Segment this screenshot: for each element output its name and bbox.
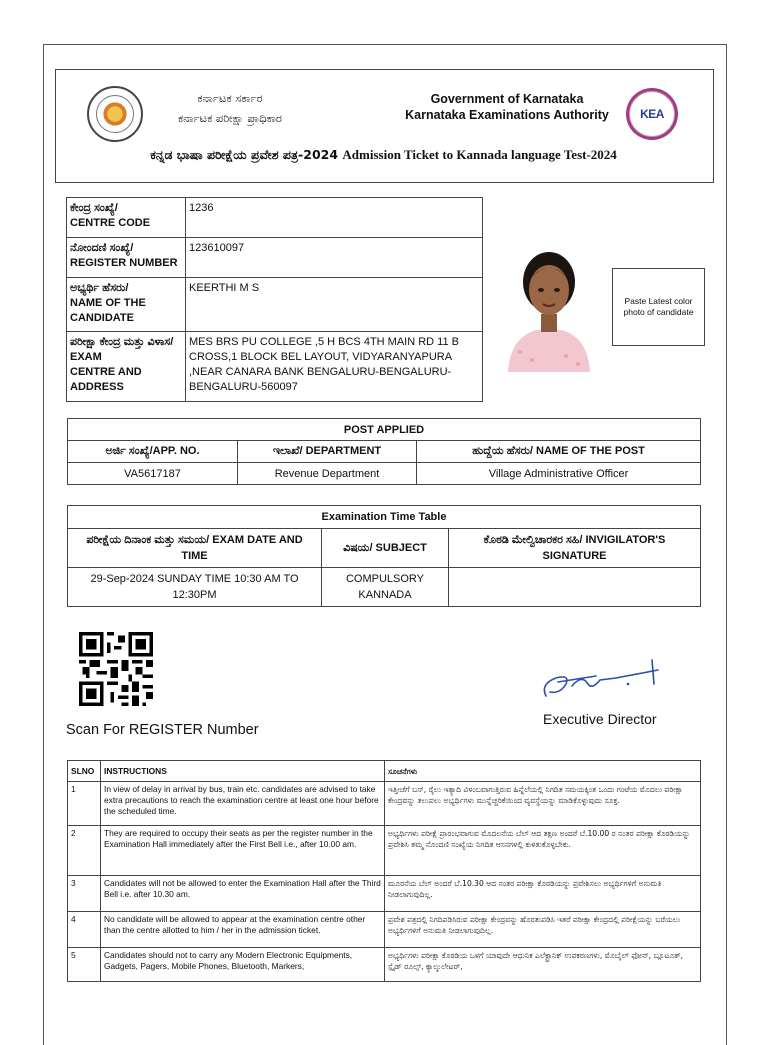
header-kn-authority: ಕರ್ನಾಟಕ ಪರೀಕ್ಷಾ ಪ್ರಾಧಿಕಾರ xyxy=(177,111,283,125)
instructions-table xyxy=(67,760,701,982)
instr-no: 3 xyxy=(68,876,101,912)
executive-director-signature xyxy=(536,654,666,704)
exam-header-subject: ವಿಷಯ/ SUBJECT xyxy=(322,529,449,568)
exam-time-table xyxy=(67,505,701,607)
table-row xyxy=(67,332,483,402)
post-app-no: VA5617187 xyxy=(68,463,238,485)
table-row xyxy=(68,826,701,876)
instr-header-kn: ಸೂಚನೆಗಳು xyxy=(385,761,701,782)
detail-value-centre-code: 1236 xyxy=(186,198,483,238)
header-en-block xyxy=(400,91,614,123)
instr-header-en: INSTRUCTIONS xyxy=(101,761,385,782)
qr-caption: Scan For REGISTER Number xyxy=(66,722,259,738)
title-en: Admission Ticket to Kannada language Test-2024 xyxy=(342,147,617,162)
instr-en: They are required to occupy their seats as per the register number in the Examination Hall immediately after the First Bell i.e., after 10.00 am. xyxy=(101,826,385,876)
detail-value-candidate-name: KEERTHI M S xyxy=(186,278,483,332)
post-header-post-name: ಹುದ್ದೆಯ ಹೆಸರು/ NAME OF THE POST xyxy=(417,441,701,463)
paste-photo-box: Paste Latest color photo of candidate xyxy=(612,268,705,346)
detail-label: ನೋಂದಣಿ ಸಂಖ್ಯೆ/ REGISTER NUMBER xyxy=(67,238,186,278)
table-row xyxy=(68,876,701,912)
executive-director-label: Executive Director xyxy=(543,711,657,727)
instr-no: 4 xyxy=(68,912,101,948)
table-row xyxy=(67,238,483,278)
detail-value-exam-centre: MES BRS PU COLLEGE ,5 H BCS 4TH MAIN RD 11 B CROSS,1 BLOCK BEL LAYOUT, VIDYARANYAPURA ,NEAR CANARA BANK BENGALURU-BENGALURU-BENGALURU-560097 xyxy=(186,332,483,402)
candidate-details-table xyxy=(66,197,483,402)
page-title xyxy=(55,147,712,163)
header-en-gov: Government of Karnataka xyxy=(430,92,584,106)
instr-en: Candidates will not be allowed to enter the Examination Hall after the Third Bell i.e. after 10.30 am. xyxy=(101,876,385,912)
instr-en: Candidates should not to carry any Modern Electronic Equipments, Gadgets, Pagers, Mobile Phones, Bluetooth, Markers, xyxy=(101,948,385,982)
detail-label: ಪರೀಕ್ಷಾ ಕೇಂದ್ರ ಮತ್ತು ವಿಳಾಸ/ EXAM CENTRE AND ADDRESS xyxy=(67,332,186,402)
instr-kn: ಮೂರನೆಯ ಬೆಲ್ ಅಂದರೆ ಬೆ.10.30 ಆದ ನಂತರ ಪರೀಕ್ಷಾ ಕೊಠಡಿಯನ್ನು ಪ್ರವೇಶಿಸಲು ಅಭ್ಯರ್ಥಿಗಳಿಗೆ ಅನುಮತಿ ನೀಡಲಾಗುವುದಿಲ್ಲ. xyxy=(385,876,701,912)
instr-no: 1 xyxy=(68,782,101,826)
instr-no: 2 xyxy=(68,826,101,876)
instr-no: 5 xyxy=(68,948,101,982)
post-applied-table xyxy=(67,418,701,485)
instr-kn: ಅಭ್ಯರ್ಥಿಗಳು ಪರೀಕ್ಷೆ ಪ್ರಾರಂಭವಾಗುವ ಮೊದಲನೆಯ ಬೆಲ್ ಆದ ತಕ್ಷಣ ಅಂದರೆ ಬೆ.10.00 ರ ನಂತರ ಪರೀಕ್ಷಾ ಕೊಠಡಿಯನ್ನು ಪ್ರವೇಶಿಸಿ ತಮ್ಮ ನೊಂದಣಿ ಸಂಖ್ಯೆಯ ನಿಗದಿತ ಆಸನಗಳಲ್ಲಿ ಕುಳಿತುಕೊಳ್ಳಬೇಕು. xyxy=(385,826,701,876)
post-department: Revenue Department xyxy=(238,463,417,485)
header-en-authority: Karnataka Examinations Authority xyxy=(405,108,609,122)
karnataka-emblem-icon xyxy=(87,86,143,142)
instr-kn: ಪ್ರವೇಶ ಪತ್ರದಲ್ಲಿ ನಿಗದಿಪಡಿಸಿರುವ ಪರೀಕ್ಷಾ ಕೇಂದ್ರವನ್ನು ಹೊರತುಪಡಿಸಿ ಇತರೆ ಪರೀಕ್ಷಾ ಕೇಂದ್ರದಲ್ಲಿ ಪರೀಕ್ಷೆಯನ್ನು ಬರೆಯಲು ಅಭ್ಯರ್ಥಿಗಳಿಗೆ ಅನುಮತಿ ನೀಡಲಾಗುವುದಿಲ್ಲ. xyxy=(385,912,701,948)
post-name: Village Administrative Officer xyxy=(417,463,701,485)
table-row xyxy=(68,948,701,982)
invigilator-signature-cell xyxy=(449,568,701,607)
detail-label: ಅಭ್ಯರ್ಥಿ ಹೆಸರು/ NAME OF THE CANDIDATE xyxy=(67,278,186,332)
candidate-photo xyxy=(500,246,598,372)
title-kn: ಕನ್ನಡ ಭಾಷಾ ಪರೀಕ್ಷೆಯ ಪ್ರವೇಶ ಪತ್ರ-2024 xyxy=(150,147,339,162)
header-kn-gov: ಕರ್ನಾಟಕ ಸರ್ಕಾರ xyxy=(197,91,263,105)
table-row xyxy=(68,782,701,826)
exam-date-time: 29-Sep-2024 SUNDAY TIME 10:30 AM TO 12:30PM xyxy=(68,568,322,607)
instr-en: In view of delay in arrival by bus, train etc. candidates are advised to take extra precautions to reach the examination centre at least one hour before the scheduled time. xyxy=(101,782,385,826)
exam-subject: COMPULSORY KANNADA xyxy=(322,568,449,607)
instr-en: No candidate will be allowed to appear at the examination centre other than the centre allotted to him / her in the admission ticket. xyxy=(101,912,385,948)
table-row xyxy=(68,912,701,948)
instr-header-slno: SLNO xyxy=(68,761,101,782)
exam-table-title: Examination Time Table xyxy=(68,506,701,529)
qr-code-icon xyxy=(79,632,153,706)
instr-kn: ಇತ್ತೀಚೆಗೆ ಬಸ್, ರೈಲು ಇತ್ಯಾದಿ ವಿಳಂಬವಾಗುತ್ತಿರುವ ಹಿನ್ನೆಲೆಯಲ್ಲಿ ನಿಗದಿತ ಸಮಯಕ್ಕಿಂತ ಒಂದು ಗಂಟೆಯ ಮೊದಲು ಪರೀಕ್ಷಾ ಕೇಂದ್ರವನ್ನು ತಲುಪಲು ಅಭ್ಯರ್ಥಿಗಳು ಮುನ್ನೆಚ್ಚರಿಕೆಯಿಂದ ವ್ಯವಸ್ಥೆಯನ್ನು ಮಾಡಿಕೊಳ್ಳುವುದು ಸೂಕ್ತ. xyxy=(385,782,701,826)
instr-kn: ಅಭ್ಯರ್ಥಿಗಳು ಪರೀಕ್ಷಾ ಕೊಠಡಿಯ ಒಳಗೆ ಯಾವುದೇ ಆಧುನಿಕ ಎಲೆಕ್ಟ್ರಾನಿಕ್ ಉಪಕರಣಗಳು, ಮೊಬೈಲ್ ಫೋನ್, ಬ್ಲೂಟೂತ್, ಸ್ಲೈಡ್ ರೂಲ್ಸ್, ಕ್ಯಾಲ್ಕುಲೇಟರ್, xyxy=(385,948,701,982)
exam-header-date-time: ಪರೀಕ್ಷೆಯ ದಿನಾಂಕ ಮತ್ತು ಸಮಯ/ EXAM DATE AND TIME xyxy=(68,529,322,568)
kea-logo-text: KEA xyxy=(629,91,675,137)
header-kn-block xyxy=(150,88,310,128)
exam-header-invigilator: ಕೊಠಡಿ ಮೇಲ್ವಿಚಾರಕರ ಸಹಿ/ INVIGILATOR'S SIGNATURE xyxy=(449,529,701,568)
table-row xyxy=(67,198,483,238)
kea-logo-icon xyxy=(626,88,678,140)
detail-value-register-number: 123610097 xyxy=(186,238,483,278)
post-header-app-no: ಅರ್ಜಿ ಸಂಖ್ಯೆ/APP. NO. xyxy=(68,441,238,463)
post-header-department: ಇಲಾಖೆ/ DEPARTMENT xyxy=(238,441,417,463)
detail-label: ಕೇಂದ್ರ ಸಂಖ್ಯೆ/ CENTRE CODE xyxy=(67,198,186,238)
table-row xyxy=(67,278,483,332)
post-applied-title: POST APPLIED xyxy=(68,419,701,441)
